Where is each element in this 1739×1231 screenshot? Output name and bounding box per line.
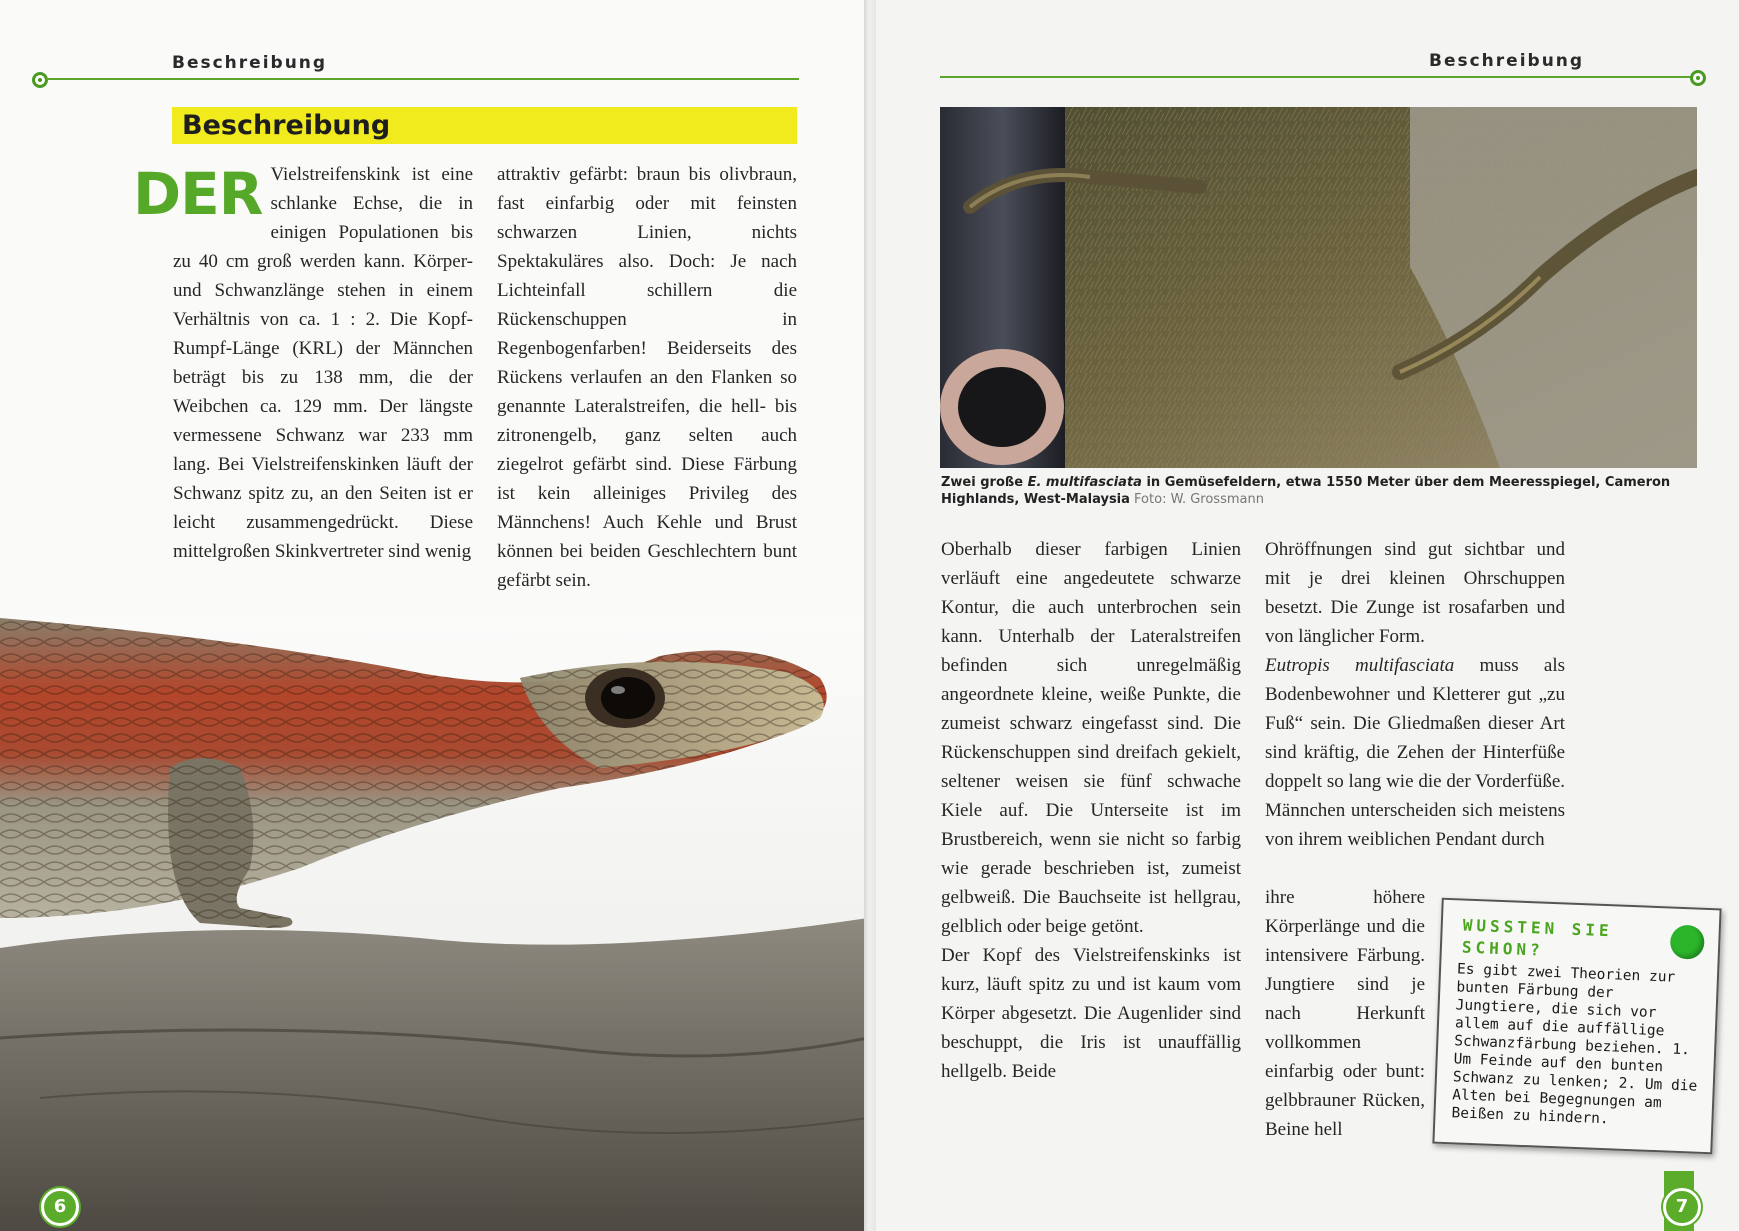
section-heading: Beschreibung bbox=[182, 110, 391, 141]
right-col2-para1: Ohröffnungen sind gut sichtbar und mit je drei kleinen Ohrschuppen besetzt. Die Zunge ist rosafarben und von länglicher Form. bbox=[1265, 539, 1565, 647]
note-title: WUSSTEN SIE SCHON? bbox=[1461, 915, 1614, 960]
section-heading-bar bbox=[172, 107, 797, 144]
left-col1-paragraph bbox=[133, 160, 473, 566]
header-rule-right bbox=[940, 76, 1698, 78]
running-head-right: Beschreibung bbox=[1429, 51, 1585, 71]
field-caption-species: E. multifasciata bbox=[1027, 475, 1142, 490]
right-col2-para2: muss als Bodenbewohner und Kletterer gut „zu Fuß“ sein. Die Gliedmaßen dieser Art sind kräftig, die Zehen der Hinterfüße doppelt so lang wie die der Vorderfüße. Männchen unterscheiden sich meistens von ihrem weiblichen Pendant durch bbox=[1265, 655, 1565, 850]
drop-cap: DER bbox=[133, 160, 263, 228]
left-col1-text: Vielstreifenskink ist eine schlanke Echse, die in einigen Populationen bis zu 40 cm groß werden kann. Körper- und Schwanzlänge stehen in einem Verhältnis von ca. 1 : 2. Die Kopf-Rumpf-Länge (KRL) der Männchen beträgt bis zu 138 mm, die der Weibchen ca. 129 mm. Der längste vermessene Schwanz war 233 mm lang. Bei Vielstreifenskinken läuft der Schwanz spitz zu, an den Seiten ist er leicht zusammengedrückt. Diese mittelgroßen Skinkvertreter sind wenig bbox=[173, 164, 473, 562]
field-photo-credit: Foto: W. Grossmann bbox=[1134, 492, 1264, 507]
field-caption-part1: Zwei große bbox=[941, 475, 1028, 490]
right-col2-narrow-text: ihre höhere Körperlänge und die intensivere Färbung. Jungtiere sind je nach Herkunft vollkommen einfarbig oder bunt: gelbbrauner Rücken, Beine hell bbox=[1265, 887, 1425, 1140]
left-column-1 bbox=[133, 160, 473, 566]
rule-end-dot-left bbox=[32, 72, 48, 88]
right-column-2 bbox=[1265, 535, 1565, 854]
skink-portrait-photo bbox=[0, 618, 868, 1231]
two-skinks-field-photo bbox=[940, 107, 1697, 468]
left-column-2 bbox=[497, 160, 797, 595]
running-head-left: Beschreibung bbox=[172, 53, 328, 73]
left-col2-text: attraktiv gefärbt: braun bis olivbraun, fast einfarbig oder mit feinsten schwarzen Linien, nichts Spektakuläres also. Doch: Je nach Lichteinfall schillern die Rückenschuppen in Regenbogenfarben! Beiderseits des Rückens verlaufen an den Flanken so genannte Lateralstreifen, die hell- bis zitronengelb, ganz selten auch ziegelrot gefärbt sind. Diese Färbung ist kein alleiniges Privileg des Männchens! Auch Kehle und Brust können bei beiden Geschlechtern bunt gefärbt sein. bbox=[497, 164, 797, 591]
note-text: Es gibt zwei Theorien zur bunten Färbung der Jungtiere, die sich vor allem auf die auffällige Schwanzfärbung beziehen. 1. Um Feinde auf den bunten Schwanz zu lenken; 2. Um die Alten bei Begegnungen am Beißen zu hindern. bbox=[1451, 961, 1698, 1128]
field-photo-caption bbox=[941, 474, 1701, 508]
right-column-2-narrow bbox=[1265, 883, 1425, 1144]
note-pin-icon bbox=[1670, 925, 1705, 960]
left-page bbox=[0, 0, 868, 1231]
header-rule-left bbox=[46, 78, 799, 80]
right-col1-para1: Oberhalb dieser farbigen Linien verläuft eine angedeutete schwarze Kontur, die auch unterbrochen sein kann. Unterhalb der Lateralstreifen befinden sich unregelmäßig angeordnete kleine, weiße Punkte, die zumeist schwarz eingefasst sind. Die Rückenschuppen sind dreifach gekielt, seltener weisen sie fünf schwache Kiele auf. Die Unterseite ist im Brustbereich, wenn sie nicht so farbig wie gerade beschrieben ist, zumeist gelbweiß. Die Bauchseite ist hellgrau, gelblich oder beige getönt. bbox=[941, 539, 1241, 937]
right-col2-species: Eutropis multifasciata bbox=[1265, 655, 1455, 676]
right-col1-para2: Der Kopf des Vielstreifenskinks ist kurz, läuft spitz zu und ist kaum vom Körper abgesetzt. Die Augenlider sind beschuppt, die Iris ist unauffällig hellgelb. Beide bbox=[941, 945, 1241, 1082]
page-number-left: 6 bbox=[41, 1188, 79, 1226]
right-col2-para2-wrap bbox=[1265, 651, 1565, 854]
did-you-know-note bbox=[1432, 898, 1721, 1155]
page-number-right: 7 bbox=[1663, 1188, 1701, 1226]
rule-end-dot-right bbox=[1690, 70, 1706, 86]
field-caption-part2: in Gemüsefeldern, etwa 1550 Meter über dem Meeresspiegel, Cameron Highlands, West-Malaysia bbox=[941, 475, 1671, 507]
right-column-1 bbox=[941, 535, 1241, 1086]
